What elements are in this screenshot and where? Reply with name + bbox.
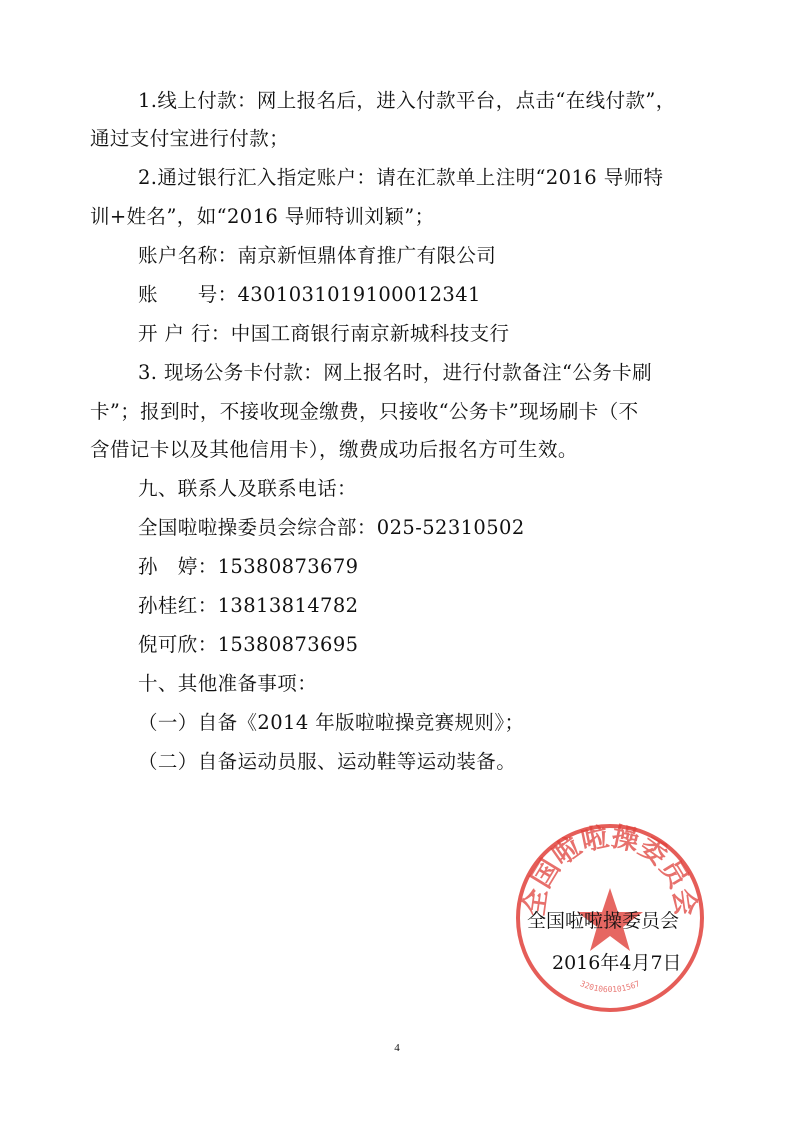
payment-bank-line-2: 训+姓名”，如“2016 导师特训刘颖”； bbox=[90, 205, 435, 228]
payment-bank-line-1: 2.通过银行汇入指定账户：请在汇款单上注明“2016 导师特 bbox=[138, 166, 664, 189]
payment-card-line-1: 3. 现场公务卡付款：网上报名时，进行付款备注“公务卡刷 bbox=[138, 361, 652, 384]
signature-date: 2016年4月7日 bbox=[552, 952, 682, 974]
contact-office: 全国啦啦操委员会综合部：025-52310502 bbox=[138, 516, 525, 539]
svg-text:3201060101567: 3201060101567 bbox=[578, 979, 642, 995]
signature-organization: 全国啦啦操委员会 bbox=[527, 910, 680, 932]
contact-ni-kexin: 倪可欣：15380873695 bbox=[138, 633, 359, 656]
account-number: 账 号：4301031019100012341 bbox=[138, 283, 481, 306]
prep-item-2: （二）自备运动员服、运动鞋等运动装备。 bbox=[138, 750, 517, 773]
payment-card-line-3: 含借记卡以及其他信用卡），缴费成功后报名方可生效。 bbox=[90, 438, 578, 461]
svg-text:全国啦啦操委员会: 全国啦啦操委员会 bbox=[518, 821, 702, 918]
payment-online-line-2: 通过支付宝进行付款； bbox=[90, 127, 290, 150]
prep-item-1: （一）自备《2014 年版啦啦操竞赛规则》； bbox=[138, 711, 525, 734]
payment-card-line-2: 卡”；报到时，不接收现金缴费，只接收“公务卡”现场刷卡（不 bbox=[90, 400, 639, 423]
page-number: 4 bbox=[394, 1042, 400, 1054]
payment-online-line-1: 1.线上付款：网上报名后，进入付款平台，点击“在线付款”， bbox=[138, 89, 676, 112]
contact-sun-guihong: 孙桂红：13813814782 bbox=[138, 594, 359, 617]
account-bank: 开 户 行：中国工商银行南京新城科技支行 bbox=[138, 322, 510, 345]
contact-sun-ting: 孙 婷：15380873679 bbox=[138, 555, 359, 578]
section-10-title: 十、其他准备事项： bbox=[138, 672, 318, 695]
account-name: 账户名称：南京新恒鼎体育推广有限公司 bbox=[138, 244, 497, 267]
section-9-title: 九、联系人及联系电话： bbox=[138, 477, 357, 500]
